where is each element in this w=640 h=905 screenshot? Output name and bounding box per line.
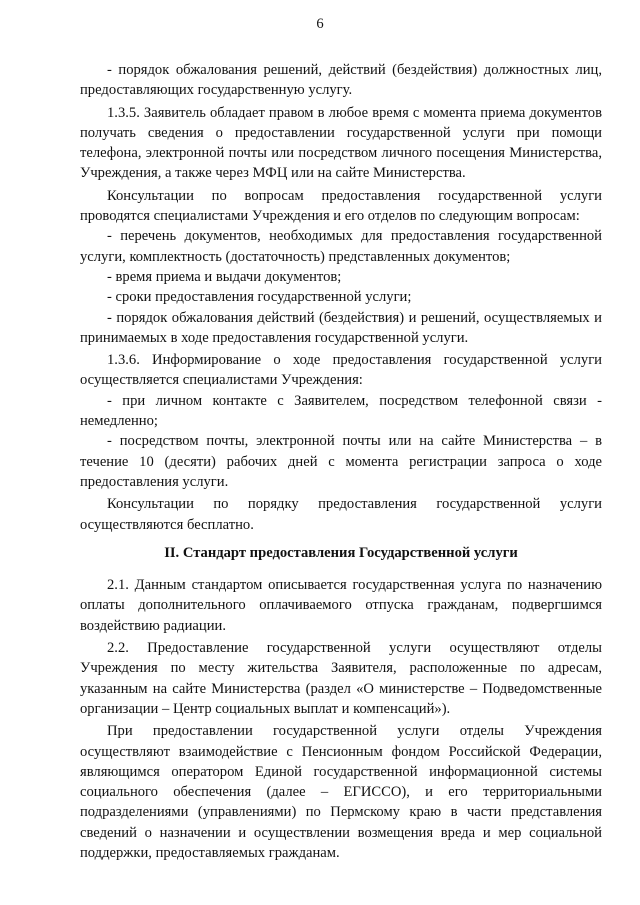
- list-item: - время приема и выдачи документов;: [107, 268, 342, 285]
- list-item: - порядок обжалования действий (бездействия) и решений, осуществляемых и принимаемых в ходе предоставления государственной услуги.: [80, 309, 602, 346]
- paragraph: 1.3.6. Информирование о ходе предоставления государственной услуги осуществляется специалистами Учреждения:: [80, 352, 602, 389]
- paragraph: 2.2. Предоставление государственной услуги осуществляют отделы Учреждения по месту жительства Заявителя, расположенные по адресам, указанным на сайте Министерства (раздел «О министерстве – Подведомственные организации – Центр социальных выплат и компенсаций»).: [80, 640, 602, 717]
- paragraph: Консультации по порядку предоставления государственной услуги осуществляются бесплатно.: [80, 496, 602, 533]
- list-item: - при личном контакте с Заявителем, посредством телефонной связи - немедленно;: [80, 392, 602, 430]
- list-item: - перечень документов, необходимых для предоставления государственной услуги, комплектность (достаточность) представленных документов;: [80, 228, 602, 265]
- paragraph: 1.3.5. Заявитель обладает правом в любое время с момента приема документов получать сведения о предоставлении государственной услуги при помощи телефона, электронной почты или посредством личного посещения Министерства, Учреждения, а также через МФЦ или на сайте Министерства.: [80, 104, 602, 182]
- section-heading: II. Стандарт предоставления Государственной услуги: [164, 544, 518, 561]
- list-item: - сроки предоставления государственной услуги;: [107, 289, 412, 306]
- paragraph: Консультации по вопросам предоставления государственной услуги проводятся специалистами Учреждения и его отделов по следующим вопросам:: [80, 187, 602, 225]
- list-item: - посредством почты, электронной почты или на сайте Министерства – в течение 10 (десяти) рабочих дней с момента регистрации запроса о ходе предоставления услуги.: [80, 433, 602, 490]
- page-number: 6: [316, 16, 324, 32]
- paragraph: - порядок обжалования решений, действий (бездействия) должностных лиц, предоставляющих государственную услугу.: [80, 62, 602, 99]
- paragraph: 2.1. Данным стандартом описывается государственная услуга по назначению оплаты дополнительного оплачиваемого отпуска гражданам, подвергшимся воздействию радиации.: [80, 577, 602, 634]
- paragraph: При предоставлении государственной услуги отделы Учреждения осуществляют взаимодействие с Пенсионным фондом Российской Федерации, являющимся оператором Единой государственной информационной системы социального обеспечения (далее – ЕГИССО), и его территориальными подразделениями (управлениями) по Пермскому краю в части представления сведений о назначении и осуществлении возмещения вреда и мер социальной поддержки, предоставляемых гражданам.: [80, 723, 602, 861]
- document-body: [80, 60, 602, 863]
